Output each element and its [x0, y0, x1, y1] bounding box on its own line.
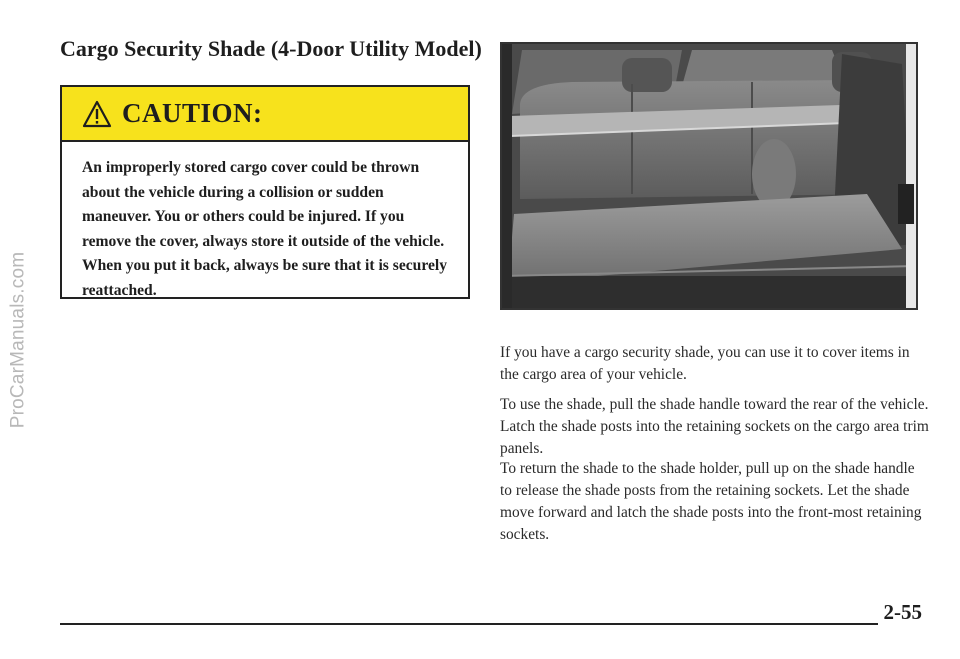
caution-header [62, 87, 468, 142]
paragraph-return-shade: To return the shade to the shade holder, pull up on the shade handle to release the shade posts from the retaining sockets. Let the shade move forward and latch the shade posts into the front-most retaining sockets. [500, 460, 922, 543]
watermark [4, 120, 32, 560]
caution-box [60, 85, 470, 299]
footer-rule [60, 623, 920, 625]
paragraph-use-shade: To use the shade, pull the shade handle toward the rear of the vehicle. Latch the shade posts into the retaining sockets on the cargo area trim panels. [500, 396, 929, 457]
cargo-area-photo [500, 42, 918, 310]
caution-label: CAUTION: [122, 98, 263, 128]
cargo-area-illustration [502, 44, 916, 308]
page-number: 2-55 [878, 600, 923, 625]
caution-text: An improperly stored cargo cover could be thrown about the vehicle during a collision or sudden maneuver. You or others could be injured. If you remove the cover, always store it outside of the vehicle. When you put it back, always be sure that it is securely reattached. [82, 159, 448, 299]
paragraph-intro: If you have a cargo security shade, you can use it to cover items in the cargo area of your vehicle. [500, 344, 910, 383]
warning-triangle-icon [82, 100, 112, 128]
section-title: Cargo Security Shade (4-Door Utility Model) [60, 36, 482, 61]
watermark-text: ProCarManuals.com [7, 251, 29, 429]
